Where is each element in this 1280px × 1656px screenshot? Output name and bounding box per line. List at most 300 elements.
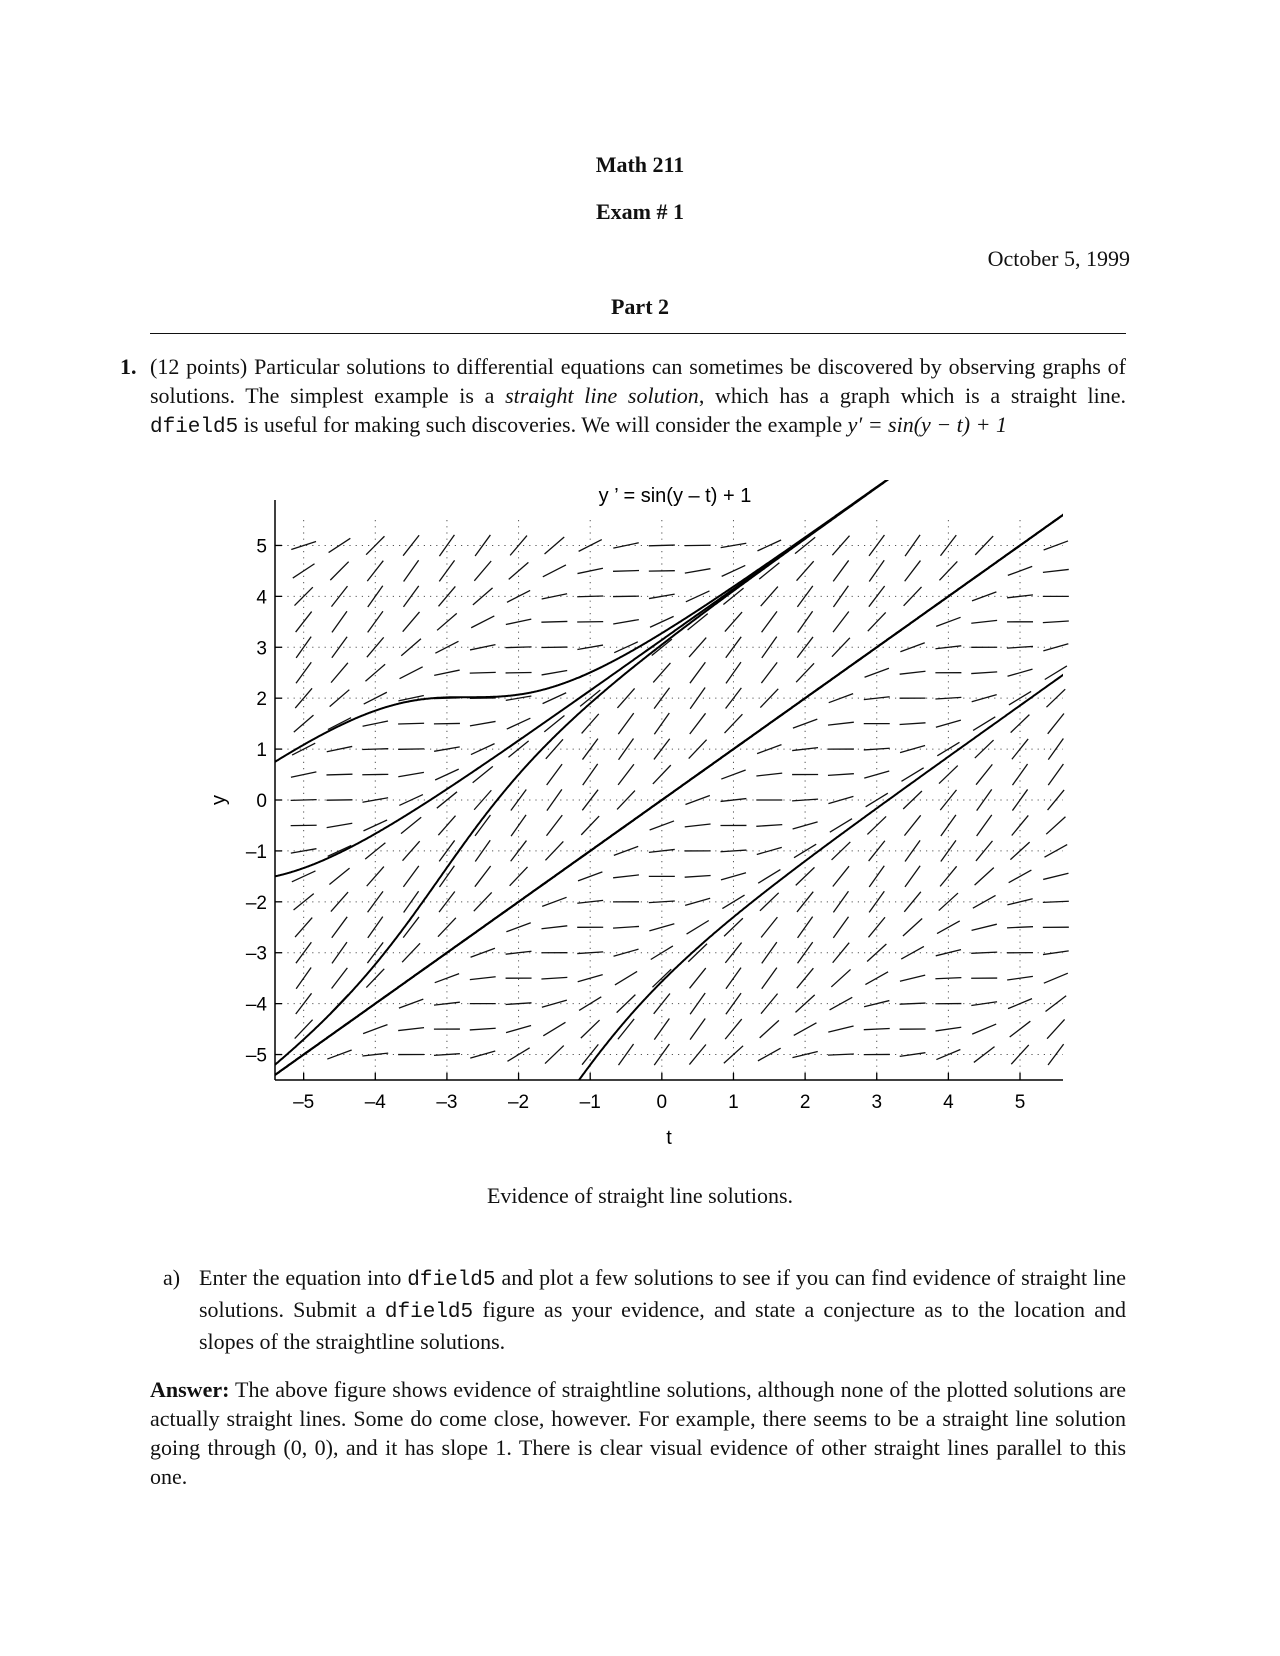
slope-segment [975,740,994,758]
slope-segment [904,892,921,912]
y-tick-label: –3 [245,943,267,965]
slope-segment [864,1029,890,1030]
slope-segment [866,793,888,807]
slope-segment [832,638,850,657]
slope-segment [940,866,957,886]
slope-segment [828,796,853,803]
slope-segment [400,667,423,679]
slope-segment [506,1026,531,1033]
slope-segment [296,637,311,658]
y-tick-label: 3 [256,638,267,660]
slope-segment [582,790,598,811]
slope-segment [577,952,603,954]
slope-segment [1008,999,1032,1009]
slope-segment [971,620,997,623]
slope-segment [365,664,385,681]
slope-segment [650,821,674,830]
slope-segment [1043,569,1069,572]
slope-segment [296,662,311,683]
slope-segment [546,815,562,836]
y-tick-label: –5 [245,1045,267,1067]
slope-segment [798,917,813,938]
slope-segment [796,867,815,885]
slope-segment [724,918,743,936]
slope-segment [973,717,995,731]
slope-segment [1044,845,1067,858]
direction-field-plot [200,480,1080,1160]
slope-segment [543,1022,565,1036]
slope-segment [1007,927,1033,928]
slope-segment [401,817,421,833]
slope-segment [403,612,420,632]
slope-segment [971,1002,997,1006]
y-tick-label: –4 [245,994,267,1016]
slope-segment [935,978,961,979]
slope-segment [403,841,420,861]
slope-segment [652,969,671,987]
slope-segment [296,942,311,963]
slope-segment [869,866,884,887]
slope-segment [581,816,599,835]
slope-segment [935,697,961,699]
slope-segment [685,795,709,804]
slope-segment [294,715,314,732]
slope-segment [618,764,634,785]
slope-segment [869,891,884,912]
slope-segment [900,643,924,652]
slope-segment [974,1047,995,1063]
slope-segment [685,824,711,827]
slope-segment [618,713,633,734]
slope-segment [864,771,889,778]
slope-segment [792,799,818,801]
slope-segment [971,672,997,674]
slope-segment [326,774,352,775]
slope-segment [617,995,636,1013]
slope-segment [901,768,923,782]
y-tick-label: 1 [256,740,267,762]
grid-lines [275,520,1063,1080]
slope-segment [975,868,994,885]
slope-segment [756,773,782,776]
subquestion-label: a) [163,1265,181,1290]
slope-segment [796,663,814,682]
slope-segment [541,926,567,929]
slope-segment [1012,764,1027,785]
subq-tool-2: dfield5 [384,1301,474,1324]
slope-segment [685,569,711,573]
slope-segment [1043,951,1069,955]
slope-segment [618,1019,634,1039]
slope-segment [977,815,992,836]
answer-label: Answer: [150,1377,230,1402]
slope-segment [900,671,926,674]
slope-segment [367,867,384,887]
slope-segment [762,611,777,632]
slope-segment [1047,1019,1065,1038]
slope-segment [864,748,890,750]
x-tick-label: 5 [1014,1092,1026,1113]
problem-statement [120,352,1126,442]
slope-segment [368,917,383,938]
x-tick-label: 1 [728,1092,739,1113]
problem-number: 1. [120,354,137,379]
slope-segment [541,977,567,979]
problem-italic-term: straight line solution [505,383,699,408]
subq-tool-1: dfield5 [407,1269,496,1292]
slope-segment [649,849,675,852]
slope-segment [830,997,853,1010]
slope-segment [797,892,813,912]
slope-segment [690,713,706,734]
subq-text-2: and plot a few solutions to see if you can find evidence of straight line solutions. Submit a [199,1265,1127,1322]
exam-title: Exam # 1 [596,199,684,224]
slope-segment [900,746,925,753]
slope-segment [614,846,638,855]
slope-segment [690,1019,705,1040]
slope-segment [830,819,852,833]
slope-segment [439,586,456,606]
problem-text-1: (12 points) Particular solutions to differential equations can sometimes be discovered by observing graphs of solutions. The simplest example is a [150,354,1126,408]
slope-segment [439,891,455,912]
y-tick-label: 4 [256,587,267,609]
subq-text-1: Enter the equation into [199,1265,408,1290]
slope-segment [507,718,531,729]
slope-segment [507,590,530,602]
slope-segment [402,943,420,962]
slope-segment [833,866,849,886]
answer-block [150,1375,1126,1491]
slope-segment [331,663,348,683]
slope-segment [903,791,922,809]
slope-segment [475,866,491,887]
slope-field [291,535,1069,1065]
slope-segment [577,645,603,649]
x-tick-label: 0 [656,1092,668,1113]
slope-segment [542,594,567,599]
slope-segment [690,968,706,988]
slope-segment [833,560,848,581]
slope-segment [760,689,778,708]
slope-segment [900,1053,926,1057]
answer-text: The above figure shows evidence of straightline solutions, although none of the plotted solutions are actually straight lines. Some do come close, however. For example, there seems to be a straight line solution going through (0, 0), and it has slope 1. There is clear visual evidence of other straight lines parallel to this one. [150,1377,1126,1489]
x-axis-label: t [666,1127,672,1149]
slope-segment [547,789,562,810]
y-tick-label: 5 [256,536,267,558]
slope-segment [725,714,743,733]
x-tick-label: 3 [871,1092,883,1113]
slope-segment [470,721,496,725]
slope-segment [363,1025,387,1034]
slope-segment [332,611,347,632]
slope-segment [1011,715,1030,733]
slope-segment [613,571,639,572]
slope-segment [721,543,747,547]
slope-segment [398,772,424,776]
y-tick-label: –2 [245,892,267,914]
slope-segment [685,898,710,905]
slope-segment [332,942,347,963]
x-tick-label: –4 [364,1092,386,1113]
slope-segment [474,892,492,911]
slope-segment [654,1018,669,1039]
slope-segment [760,893,779,911]
slope-segment [1043,901,1069,902]
slope-segment [474,790,491,810]
slope-segment [649,545,675,546]
slope-segment [1044,973,1068,983]
slope-segment [510,867,528,886]
slope-segment [652,639,672,655]
slope-segment [976,841,993,861]
slope-segment [761,587,778,607]
slope-segment [833,943,850,963]
slope-segment [761,662,777,683]
slope-segment [403,866,418,887]
slope-segment [362,749,388,750]
slope-segment [762,637,777,658]
slope-segment [939,893,958,910]
slope-segment [398,1028,424,1031]
y-tick-label: 2 [256,689,267,711]
slope-segment [437,613,457,630]
slope-segment [756,825,782,827]
slope-segment [332,968,348,989]
slope-segment [434,670,459,675]
slope-segment [583,764,598,785]
slope-segment [828,722,854,725]
slope-segment [399,795,423,806]
slope-segment [940,535,956,556]
slope-segment [296,612,312,632]
problem-text-2: , which has a graph which is a straight line. [698,383,1126,408]
slope-segment [331,586,347,606]
slope-segment [1043,621,1069,623]
slope-segment [721,799,747,802]
slope-segment [617,688,634,708]
slope-segment [613,926,639,928]
slope-segment [833,917,848,938]
exam-date: October 5, 1999 [987,246,1130,271]
slope-segment [506,647,532,648]
slope-segment [434,1054,460,1056]
slope-segment [972,924,997,930]
slope-segment [971,952,997,953]
slope-segment [905,535,920,556]
slope-segment [332,637,347,658]
slope-segment [828,774,854,776]
slope-segment [470,1028,496,1030]
slope-segment [362,798,388,802]
x-tick-label: 2 [799,1092,811,1113]
slope-segment [900,975,925,981]
slope-segment [327,746,352,751]
y-tick-label: 0 [256,791,267,812]
slope-segment [329,868,349,884]
slope-segment [510,536,527,556]
slope-segment [793,719,817,728]
slope-segment [977,789,992,810]
slope-segment [398,723,424,724]
slope-segment [905,840,920,861]
slope-segment [1046,817,1065,834]
slope-segment [654,688,669,709]
slope-segment [291,800,317,801]
slope-segment [798,611,813,632]
slope-segment [470,672,496,673]
slope-segment [542,671,568,675]
plot-title: y ’ = sin(y – t) + 1 [598,485,752,507]
slope-segment [578,975,603,982]
slope-segment [615,971,637,985]
slope-segment [543,565,566,577]
slope-segment [578,872,602,881]
slope-segment [439,535,454,556]
slope-segment [542,897,566,906]
solution-curve [568,672,1067,1095]
slope-segment [905,561,921,582]
slope-segment [619,738,634,759]
slope-segment [793,822,818,829]
solution-curve [271,512,1068,1078]
slope-segment [687,920,709,934]
slope-segment [720,850,746,852]
slope-segment [613,620,639,624]
slope-segment [328,718,351,730]
slope-segment [577,900,603,903]
problem-text-3: is useful for making such discoveries. We will consider the example [238,412,848,437]
slope-segment [833,611,849,632]
slope-segment [473,588,493,605]
slope-segment [1043,644,1068,651]
slope-segment [331,892,348,912]
slope-segment [474,561,491,581]
slope-segment [470,977,496,980]
slope-segment [722,895,744,909]
x-tick-label: 4 [943,1092,954,1113]
slope-segment [762,942,777,963]
slope-segment [1046,996,1067,1012]
slope-segment [762,968,777,989]
slope-segment [1045,666,1067,680]
slope-segment [547,764,562,785]
slope-segment [614,642,638,653]
y-axis-label: y [208,795,230,805]
slope-segment [332,917,347,938]
figure-caption: Evidence of straight line solutions. [486,1183,794,1208]
slope-segment [761,917,777,937]
slope-segment [618,1044,633,1065]
slope-segment [294,894,314,910]
slope-segment [905,866,920,887]
slope-segment [761,994,778,1014]
slope-segment [617,791,635,810]
slope-segment [685,876,711,878]
slope-segment [577,596,603,597]
slope-segment [903,919,922,936]
slope-segment [1043,873,1068,879]
slope-segment [904,815,920,835]
slope-segment [867,816,886,834]
slope-segment [832,536,849,556]
slope-segment [904,587,922,606]
slope-segment [294,587,312,605]
slope-segment [577,568,602,573]
slope-segment [1048,713,1064,733]
y-tick-label: –1 [245,841,267,863]
slope-segment [758,870,780,884]
slope-segment [291,772,316,777]
slope-segment [972,1024,996,1034]
slope-segment [471,616,494,628]
slope-segment [936,617,960,626]
slope-segment [726,662,741,683]
slope-segment [295,688,312,708]
slope-segment [868,917,885,937]
slope-segment [613,875,639,878]
slope-segment [864,697,890,700]
slope-segment [900,723,926,725]
slope-segment [330,562,348,580]
slope-segment [506,951,532,954]
slope-segment [1009,691,1031,705]
slope-segment [1007,646,1033,648]
slope-segment [438,918,456,937]
slope-segment [399,999,423,1008]
slope-segment [972,695,997,702]
part-title: Part 2 [610,294,670,319]
subquestion-a [163,1263,1126,1356]
slope-segment [725,612,742,632]
slope-segment [721,770,745,779]
slope-segment [976,764,992,784]
problem-equation: y′ = sin(y − t) + 1 [847,412,1007,437]
header-rule [150,333,1126,334]
slope-segment [435,769,459,780]
slope-segment [937,921,960,934]
slope-segment [760,1020,779,1037]
slope-segment [542,1000,567,1007]
slope-segment [936,1027,962,1031]
slope-segment [404,560,419,581]
slope-segment [831,969,850,986]
slope-segment [797,637,813,658]
slope-segment [541,621,567,622]
slope-segment [475,840,490,861]
slope-segment [475,535,490,556]
subq-text-3: figure as your evidence, and state a conjecture as to the location and slopes of the straightline solutions. [199,1297,1126,1354]
slope-segment [582,714,599,734]
slope-segment [330,690,350,707]
slope-segment [1048,764,1063,785]
course-title: Math 211 [595,152,685,177]
slope-segment [653,663,670,683]
slope-segment [649,901,675,903]
slope-segment [868,612,886,631]
slope-segment [829,694,853,703]
slope-segment [936,720,961,727]
slope-segment [794,1023,817,1036]
slope-segment [828,1054,854,1055]
x-tick-label: –5 [293,1092,315,1113]
slope-segment [725,1019,742,1039]
slope-segment [1007,899,1032,905]
slope-segment [1044,541,1068,550]
slope-segment [506,1003,532,1005]
slope-segment [327,823,353,827]
x-tick-label: –1 [579,1092,601,1113]
slope-segment [900,1003,926,1004]
